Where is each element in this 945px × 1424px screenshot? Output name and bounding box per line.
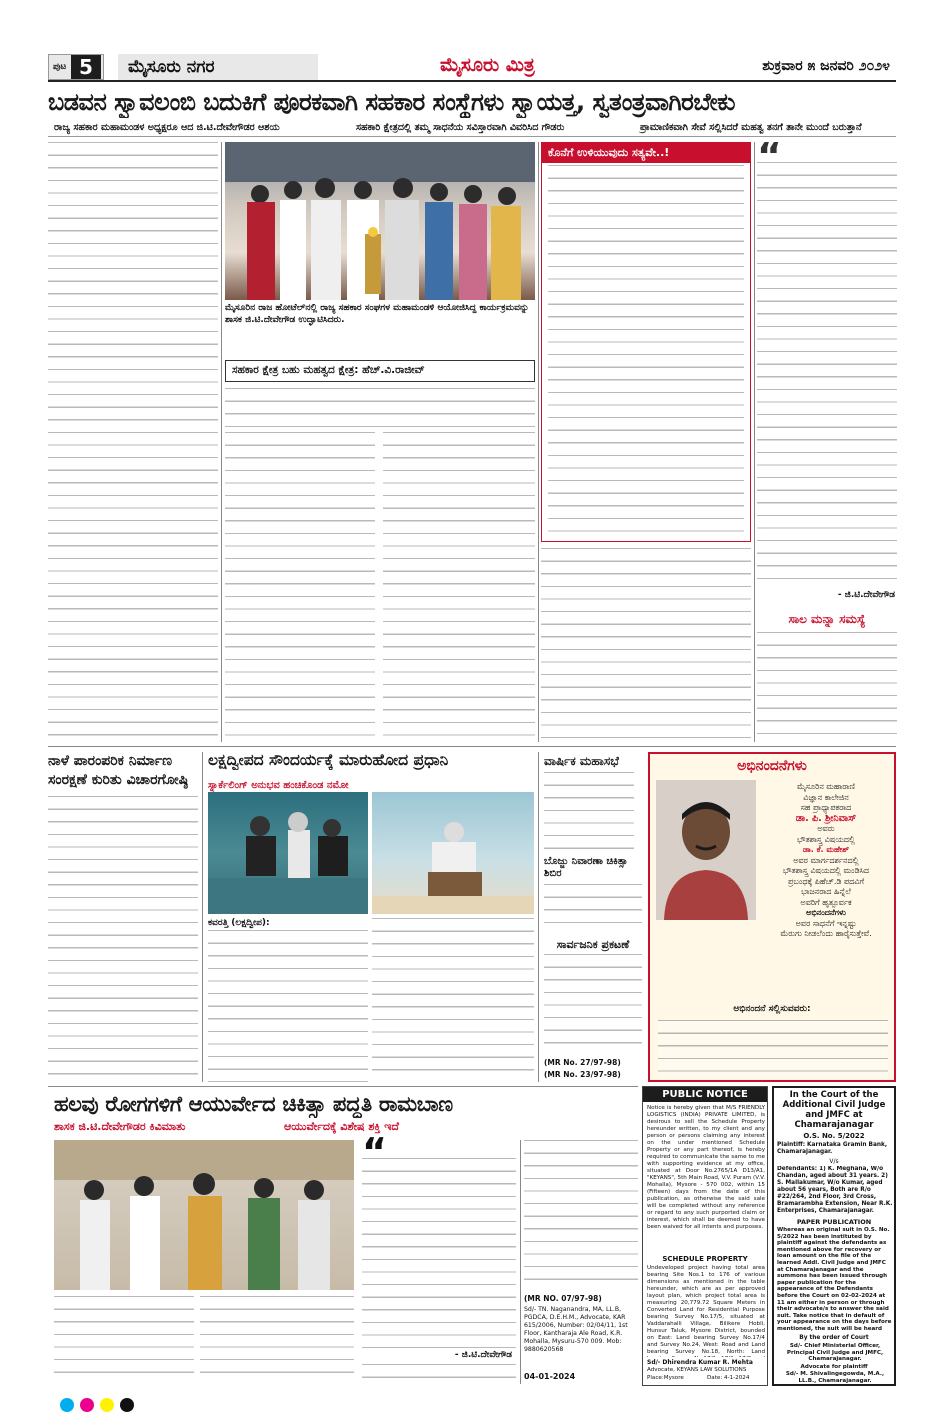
bottom-quote-signature: - ಜಿ.ಟಿ.ದೇವೇಗೌಡ [454,1350,512,1360]
lead-photo-art [225,142,535,300]
lead-column-3 [225,388,535,428]
story-two-body [48,796,198,1082]
schedule-body: Undeveloped project having total area bearing Site Nos.1 to 176 of various dimensions as mentioned in the table hereunder, which are as per approved layout plan, which project total area is measuring 20,779.72 Square Meters in Converted Land for Residential Purpose bearing Survey No.17/5, situated at Vaddarahalli Village, Bilikere Hobli, Hunsur Taluk, Mysore District, bounded on East: Land bearing Survey No.17/4 and Survey No.24, West: Road and Land bearing Survey No.18, North: Land [647,1265,765,1355]
lead-headline: ಬಡವನ ಸ್ವಾವಲಂಬಿ ಬದುಕಿಗೆ ಪೂರಕವಾಗಿ ಸಹಕಾರ ಸಂಸ್ಥೆಗಳು ಸ್ವಾಯತ್ತ, ಸ್ವತಂತ್ರವಾಗಿರಬೇಕು [48,88,736,116]
notice-ref-c: (MR NO. 07/97-98) [524,1294,602,1303]
right-quote-box [757,142,897,602]
public-notice-body: Notice is hereby given that M/S FRIENDLY LOGISTICS (INDIA) PRIVATE LIMITED, is desirous to sell the Schedule Property hereunder written, to my client and any person or persons claiming any interest on the under mentioned Schedule Property or any part thereof, is hereby required to communicate the same to me with supporting evidence at my office, situated at Door No.2765/1A D13/A1, "KEYANS", 5th Main Road, V.V. Puram (V.V. Mohalla), Mysore - 570 002, within 15 (Fifteen) days from the date of this publication, as otherwise the said sale will be completed without any reference or regard to any such purported claim or interest, which shall be deemed to have been waived for all intents and purposes. [647,1105,765,1230]
felicitation-line5: ಭೌತಶಾಸ್ತ್ರ ವಿಷಯದಲ್ಲಿ [797,834,855,844]
sidebar-body [548,165,744,535]
loan-waiver-box [757,612,897,628]
felicitation-line4: ಅವರು [817,824,835,833]
felicitation-line8: ಪ್ರಬಂಧಕ್ಕೆ ಪಿಹೆಚ್.ಡಿ ಪದವಿಗೆ [787,876,865,886]
felicitation-footer-body [658,1020,888,1076]
lead-column-6 [541,548,751,742]
page-badge [48,54,104,80]
snorkel-photo [208,792,368,914]
public-notice-title: PUBLIC NOTICE [643,1087,767,1102]
story-three-subhead [208,773,534,789]
beach-photo [372,792,534,914]
registration-mark-black [120,1398,134,1412]
section-title: ಮೈಸೂರು ನಗರ [118,54,318,80]
portrait-icon [656,780,756,920]
story-three-body-1 [208,930,368,1082]
felicitation-line12: ಅವರ ಸಾಧನೆಗೆ ಇನ್ನಷ್ಟು [795,918,857,928]
felicitation-line9: ಭಾಜನರಾದ ಹಿನ್ನೆಲೆ [801,887,851,896]
felicitation-line7: ಭೌತಶಾಸ್ತ್ರ ವಿಷಯದಲ್ಲಿ ಮಂಡಿಸಿದ [782,866,870,875]
lead-photo-caption: ಮೈಸೂರಿನ ರಾಜ ಹೋಟೆಲ್‌ನಲ್ಲಿ ರಾಜ್ಯ ಸಹಕಾರ ಸಂಘಗಳ ಮಹಾಮಂಡಳಿ ಆಯೋಜಿಸಿದ್ದ ಕಾರ್ಯಕ್ರಮವನ್ನು ಶಾಸಕ ಜಿ.ಟಿ.ದೇವೇಗೌಡ ಉದ್ಘಾಟಿಸಿದರು. [225,303,529,325]
felicitation-guide: ಡಾ. ಕೆ. ಮಹೇಶ್ [802,845,850,854]
bottom-column-4 [524,1140,638,1290]
lead-deck [48,121,896,137]
story-four-body-2 [544,884,642,934]
deck-item-3: ಪ್ರಾಮಾಣಿಕವಾಗಿ ಸೇವೆ ಸಲ್ಲಿಸಿದರೆ ಮಹತ್ವ ತನಗೆ ತಾನೇ ಮುಂದೆ ಬರುತ್ತಾನೆ [640,122,862,133]
bottom-quote-body [362,1158,516,1350]
snorkel-photo-art [208,792,368,914]
beach-photo-art [372,792,534,914]
bottom-column-2 [200,1296,354,1384]
bottom-deck-item-2: ಆಯುರ್ವೇದಕ್ಕೆ ವಿಶೇಷ ಶಕ್ತಿ ಇದೆ [284,1120,399,1133]
court-pub-title: PAPER PUBLICATION [796,1218,872,1226]
story-three-headline: ಲಕ್ಷದ್ವೀಪದ ಸೌಂದರ್ಯಕ್ಕೆ ಮಾರುಹೋದ ಪ್ರಧಾನಿ [208,751,449,769]
deck-item-1: ರಾಜ್ಯ ಸಹಕಾರ ಮಹಾಮಂಡಳ ಅಧ್ಯಕ್ಷರೂ ಆದ ಜಿ.ಟಿ.ದೇವೇಗೌಡರ ಆಶಯ [54,122,280,133]
bottom-quote-mark: “ [362,1130,387,1174]
right-quote-body [757,162,897,582]
public-notice-firm: Advocate, KEYANS LAW SOLUTIONS [647,1367,747,1373]
notice-ref-a: (MR No. 27/97-98) [544,1058,621,1067]
registration-mark-magenta [80,1398,94,1412]
court-sign-1: Sd/- Chief Ministerial Officer, Principal Civil Judge and JMFC, Chamarajanagar. [786,1343,884,1363]
felicitation-line2: ವಿಜ್ಞಾನ ಕಾಲೇಜಿನ [803,792,849,802]
public-notice [642,1086,768,1386]
sidebar-title: ಕೊನೆಗೆ ಉಳಿಯುವುದು ಸತ್ಯವೇ..! [542,143,750,163]
deck-item-2: ಸಹಕಾರಿ ಕ್ಷೇತ್ರದಲ್ಲಿ ತಮ್ಮ ಸಾಧನೆಯ ಸವಿಸ್ತಾರವಾಗಿ ವಿವರಿಸಿದ ಗೌಡರು [356,122,565,133]
lead-column-5 [383,432,535,742]
kannada-notice-date: 04-01-2024 [524,1372,576,1381]
felicitation-line1: ಮೈಸೂರಿನ ಮಹಾರಾಣಿ [796,782,856,791]
bottom-column-3 [362,1364,516,1384]
bottom-column-1 [54,1296,194,1384]
bottom-quote [362,1130,516,1384]
story-three-caption-lead: ಕವರತ್ತಿ (ಲಕ್ಷದ್ವೀಪ): [208,918,270,928]
paper-name: ಮೈಸೂರು ಮಿತ್ರ [440,54,535,76]
story-four-subhead: ಬೊಜ್ಜು ನಿವಾರಣಾ ಚಿಕಿತ್ಸಾ ಶಿಬಿರ [544,856,628,879]
masthead [48,52,896,82]
felicitation-line13: ಮೆರುಗು ನೀಡಲೆಂದು ಹಾರೈಸುತ್ತೇವೆ. [780,929,872,938]
court-sign-2: Sd/- M. Shivalingegowda, M.A., LL.B., Chamarajanagar. [785,1371,885,1384]
felicitation-footer-title: ಅಭಿನಂದನೆ ಸಲ್ಲಿಸುವವರು: [733,1004,811,1014]
felicitation-ad [648,752,896,1082]
felicitation-line6: ಅವರ ಮಾರ್ಗದರ್ಶನದಲ್ಲಿ [793,855,859,865]
loan-waiver-title: ಸಾಲ ಮನ್ನಾ ಸಮಸ್ಯೆ [788,612,866,626]
court-advocate-label: Advocate for plaintiff [800,1364,868,1370]
right-quote-mark: “ [757,142,782,178]
lead-photo [225,142,535,300]
felicitation-line11: ಅಭಿನಂದನೆಗಳು [806,908,846,917]
page-number: 5 [71,55,101,79]
court-notice [772,1086,896,1386]
bottom-photo-art [54,1140,354,1290]
court-plaintiff: Plaintiff: Karnataka Gramin Bank, Chamarajanagar. [777,1142,888,1155]
story-three-body-2 [372,918,534,1082]
court-defendants: Defendants: 1) K. Meghana, W/o Chandan, aged about 31 years. 2) S. Mallakumar, W/o Kumar, aged about 56 years, Both are R/o #22/264, 2nd Floor, 3rd Cross, Bramarambha Extension, Near R.K. Enterprises, Chamarajanagar. [777,1166,893,1214]
lead-column-4 [225,432,375,742]
kannada-notice-title: ಸಾರ್ವಜನಿಕ ಪ್ರಕಟಣೆ [556,938,630,951]
schedule-title: SCHEDULE PROPERTY [662,1255,748,1263]
felicitation-title: ಅಭಿನಂದನೆಗಳು [737,758,807,774]
felicitation-name: ಡಾ. ಪಿ. ಶ್ರೀನಿವಾಸ್ [795,812,857,824]
registration-mark-cyan [60,1398,74,1412]
notice-ref-b: (MR No. 23/97-98) [544,1070,621,1079]
court-case-no: O.S. No. 5/2022 [803,1132,865,1140]
bottom-deck [54,1120,638,1136]
issue-date: ಶುಕ್ರವಾರ ೫ ಜನವರಿ ೨೦೨೪ [762,58,890,74]
court-notice-title: In the Court of the Additional Civil Judge and JMFC at Chamarajanagar [782,1090,886,1130]
story-three-subhead-text: ಸ್ನಾರ್ಕೆಲಿಂಗ್ ಅನುಭವ ಹಂಚಿಕೊಂಡ ನಮೋ [208,780,349,791]
bottom-deck-item-1: ಶಾಸಕ ಜಿ.ಟಿ.ದೇವೇಗೌಡರ ಕಿವಿಮಾತು [54,1120,186,1133]
lead-subhead-text: ಸಹಕಾರ ಕ್ಷೇತ್ರ ಬಹು ಮಹತ್ವದ ಕ್ಷೇತ್ರ: ಹೆಚ್.ವಿ.ರಾಜೀವ್ [232,364,425,376]
public-notice-place: Place:Mysore [647,1375,684,1381]
story-four-headline: ವಾರ್ಷಿಕ ಮಹಾಸಭೆ [544,754,619,768]
story-four-body-1 [544,772,634,852]
court-pub-body: Whereas an original suit in O.S. No. 5/2022 has been instituted by plaintiff against the defendants as mentioned above for recovery or loan amount on the file of the learned Addl. Civil Judge and JMFC at Chamarajanagar and the summons has been issued through paper publication for the appearance of the Defendants before the Court on 02-02-2024 at 11 am either in person or through their advocate/s to answer the said suit. Take notice that in default of your appearance on the days before mentioned, the suit will be heard [777,1227,892,1332]
lead-column-1 [48,142,218,742]
felicitation-text [758,782,894,940]
kannada-notice-signature: Sd/- TN. Naganandra, MA, LL.B, PGDCA, D.E.H.M., Advocate, KAR 615/2006, Number: 02/04/11, 1st Floor, Kantharaja Ale Road, K.R. Mohalla, Mysuru-570 009. Mob: 9880620568 [524,1306,628,1353]
registration-mark-yellow [100,1398,114,1412]
public-notice-date: Date: 4-1-2024 [707,1375,750,1381]
bottom-headline: ಹಲವು ರೋಗಗಳಿಗೆ ಆಯುರ್ವೇದ ಚಿಕಿತ್ಸಾ ಪದ್ಧತಿ ರಾಮಬಾಣ [54,1092,453,1116]
felicitation-line3: ಸಹ ಪ್ರಾಧ್ಯಾಪಕರಾದ [800,803,852,812]
kannada-notice-body [544,954,642,1054]
felicitation-line10: ಅವರಿಗೆ ಹೃತ್ಪೂರ್ವಕ [800,897,852,907]
lead-subhead [225,360,535,382]
right-column-body [757,632,897,742]
page-word: ಪುಟ [53,62,67,72]
felicitation-portrait [656,780,756,920]
story-two-headline: ನಾಳೆ ಪಾರಂಪರಿಕ ನಿರ್ಮಾಣ ಸಂರಕ್ಷಣೆ ಕುರಿತು ವಿಚಾರಗೋಷ್ಠಿ [48,753,189,788]
right-quote-signature: - ಜಿ.ಟಿ.ದೇವೇಗೌಡ [837,590,895,600]
public-notice-signature: Sd/- Dhirendra Kumar R. Mehta [647,1359,753,1366]
sidebar-box [541,142,751,542]
court-vs: V/s [829,1158,839,1165]
court-order: By the order of Court [799,1335,869,1341]
bottom-photo [54,1140,354,1290]
